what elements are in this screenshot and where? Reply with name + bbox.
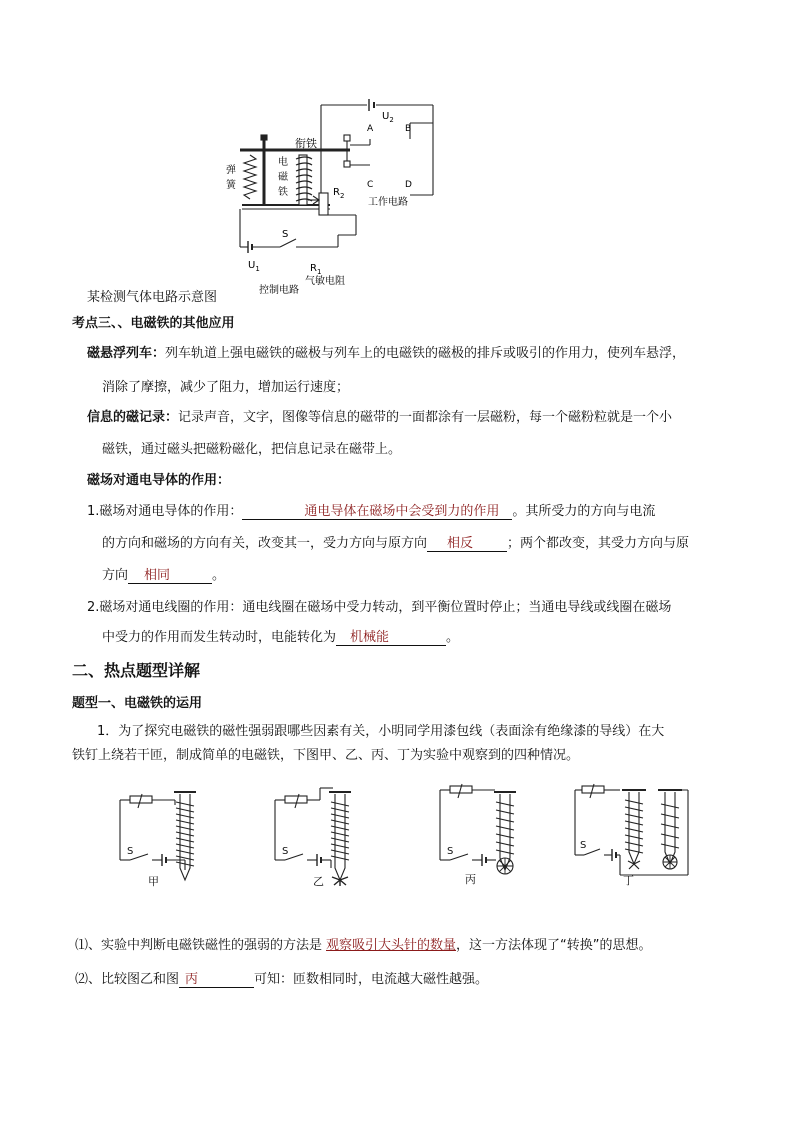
part2-title: 二、热点题型详解 xyxy=(72,661,201,680)
sub-question-2: ⑵、比较图乙和图 丙 可知：匝数相同时，电流越大磁性越强。 xyxy=(75,968,488,988)
svg-text:铁: 铁 xyxy=(278,187,288,198)
item1-line2: 的方向和磁场的方向有关，改变其一，受力方向与原方向 相反 ；两个都改变，其受力方向与原 xyxy=(102,532,689,552)
fig-ding-s-label: S xyxy=(580,840,587,851)
sub-question-1: ⑴、实验中判断电磁铁磁性的强弱的方法是 观察吸引大头针的数量，这一方法体现了“转换”的思想。 xyxy=(75,938,652,953)
question1-line1: 1．为了探究电磁铁的磁性强弱跟哪些因素有关，小明同学用漆包线（表面涂有绝缘漆的导线）在大 xyxy=(97,724,665,739)
item1-answer3: 相同 xyxy=(144,568,171,583)
fig-ding-label: 丁 xyxy=(623,874,634,887)
gas-detection-circuit-diagram xyxy=(220,95,450,305)
type1-title: 题型一、电磁铁的运用 xyxy=(72,696,203,711)
question1-line2: 铁钉上绕若干匝，制成简单的电磁铁，下图甲、乙、丙、丁为实验中观察到的四种情况。 xyxy=(72,748,580,763)
fig-yi-label: 乙 xyxy=(313,875,324,888)
figure-yi xyxy=(275,788,351,886)
spring-label-1: 弹 xyxy=(226,165,236,176)
fig-bing-s-label: S xyxy=(447,846,454,857)
maglev-label: 磁悬浮列车： xyxy=(87,346,166,361)
switch-s-label: S xyxy=(282,229,289,240)
item2-line2: 中受力的作用而发生转动时，电能转化为 机械能 。 xyxy=(102,626,459,646)
magnetic-record-paragraph: 信息的磁记录：记录声音，文字，图像等信息的磁带的一面都涂有一层磁粉，每一个磁粉粒就是一个小 xyxy=(87,410,673,425)
item1-line3: 方向 相同 。 xyxy=(102,564,225,584)
svg-text:磁: 磁 xyxy=(278,172,288,183)
figure-ding xyxy=(575,784,688,875)
r1-label: $R_1$ xyxy=(310,263,322,276)
electromagnet-experiment-figures xyxy=(110,780,710,895)
item1-answer2: 相反 xyxy=(447,536,474,551)
u2-label: $U_2$ xyxy=(382,111,394,124)
force-on-conductor-title: 磁场对通电导体的作用： xyxy=(87,473,231,488)
fig-jia-label: 甲 xyxy=(148,875,159,888)
contact-a-label: A xyxy=(367,124,374,134)
svg-text:电: 电 xyxy=(278,157,288,168)
sub2-answer: 丙 xyxy=(185,972,199,987)
contact-b-label: B xyxy=(405,124,412,134)
maglev-paragraph: 磁悬浮列车：列车轨道上强电磁铁的磁极与列车上的电磁铁的磁极的排斥或吸引的作用力，使列车悬浮， xyxy=(87,346,686,361)
work-circuit-label: 工作电路 xyxy=(368,197,408,208)
item1-line1: 1.磁场对通电导体的作用： 通电导体在磁场中会受到力的作用 。其所受力的方向与电流 xyxy=(87,500,655,520)
figure-bing xyxy=(440,784,516,874)
fig-bing-label: 丙 xyxy=(465,873,476,886)
item2-answer: 机械能 xyxy=(350,630,390,645)
u1-label: $U_1$ xyxy=(248,260,260,273)
contact-c-label: C xyxy=(367,180,374,190)
record-label: 信息的磁记录： xyxy=(87,410,179,425)
armature-label: 衔铁 xyxy=(295,137,317,150)
item1-answer: 通电导体在磁场中会受到力的作用 xyxy=(304,504,500,519)
fig-yi-s-label: S xyxy=(282,846,289,857)
gas-resistor-label: 气敏电阻 xyxy=(305,276,345,287)
section3-title: 考点三、、电磁铁的其他应用 xyxy=(72,316,235,331)
sub1-answer: 观察吸引大头针的数量 xyxy=(326,938,457,953)
control-circuit-label: 控制电路 xyxy=(259,285,299,296)
fig-jia-s-label: S xyxy=(127,846,134,857)
figure-caption: 某检测气体电路示意图 xyxy=(87,290,218,305)
spring-label-2: 簧 xyxy=(226,180,236,191)
item2-line1: 2.磁场对通电线圈的作用：通电线圈在磁场中受力转动，到平衡位置时停止；当通电导线或线圈在磁场 xyxy=(87,600,672,615)
r2-label: $R_2$ xyxy=(333,187,345,200)
contact-d-label: D xyxy=(405,180,412,190)
figure-jia xyxy=(120,792,196,880)
